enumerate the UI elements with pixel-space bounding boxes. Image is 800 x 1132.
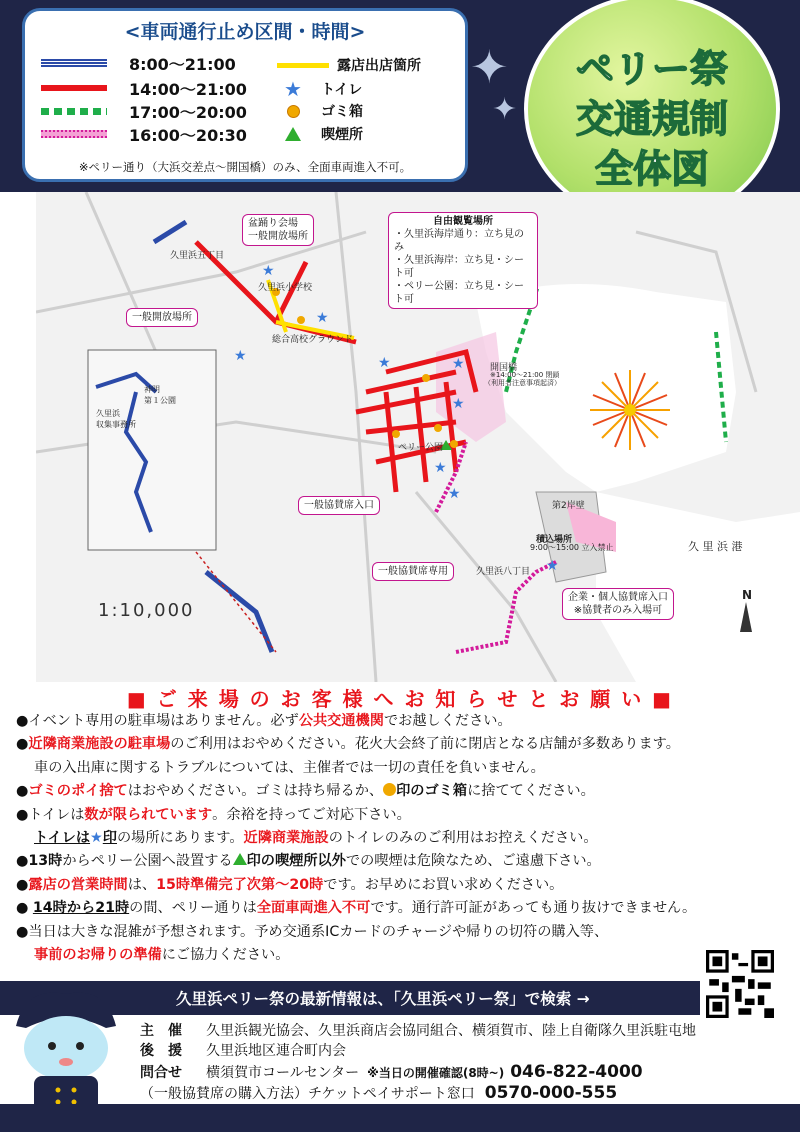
notice-emphasis: 13時 <box>28 853 63 870</box>
label-hs: 総合高校グラウンド <box>272 335 354 345</box>
notice-text: ●当日は大きな混雑が予想されます。予め交通系ICカードのチャージや帰りの切符の購入等、 <box>16 923 609 940</box>
viewing-item: ・久里浜海岸通り：立ち見のみ <box>394 229 524 253</box>
red-line-icon <box>41 85 107 91</box>
notice-text: です。通行許可証があっても通り抜けできません。 <box>370 900 697 917</box>
legend-symbol-stall <box>277 55 421 75</box>
notice-emphasis: 印の喫煙所以外 <box>246 853 346 870</box>
map-scale: 1:10,000 <box>98 600 195 621</box>
notice-text: にご協力ください。 <box>161 947 290 964</box>
label-area5: 久里浜五丁目 <box>170 251 225 261</box>
label-drop-time: 9:00〜15:00 立入禁止 <box>530 543 614 552</box>
notice-text: ●イベント専用の駐車場はありません。必ず <box>16 713 299 729</box>
svg-text:★: ★ <box>262 263 275 279</box>
blue-line-icon <box>41 59 107 67</box>
fireworks-icon <box>590 370 670 450</box>
title-line-3: 全体図 <box>594 147 709 191</box>
notice-text: は、 <box>127 876 157 893</box>
legend-row-blue <box>41 53 236 73</box>
blue-route <box>206 572 272 652</box>
notice-item <box>16 827 800 850</box>
credit-value: 久里浜地区連合町内会 <box>206 1043 346 1059</box>
inset-map <box>88 350 216 550</box>
viewing-item: ・久里浜海岸：立ち見・シート可 <box>394 255 524 279</box>
notice-emphasis: 事前のお帰りの準備 <box>34 947 162 964</box>
notice-emphasis: 印 <box>102 830 117 847</box>
notice-emphasis: 近隣商業施設 <box>243 830 329 847</box>
notice-item <box>16 897 800 920</box>
info-bar: 久里浜ペリー祭の最新情報は、「久里浜ペリー祭」で検索 → <box>0 981 700 1015</box>
notice-emphasis: トイレは <box>34 830 91 847</box>
star-icon: ★ <box>284 77 302 101</box>
notice-emphasis: 14時から21時 <box>32 900 130 917</box>
title-line-1: ペリー祭 <box>575 47 728 91</box>
corp-entry-label: 企業・個人協賛席入口 <box>568 592 668 603</box>
notice-text: ● <box>16 900 33 917</box>
legend-note: ※ペリー通り（大浜交差点〜開国橋）のみ、全面車両進入不可。 <box>78 160 412 174</box>
credit-contact <box>140 1062 643 1083</box>
viewing-item: ・ペリー公園：立ち見・シート可 <box>394 281 524 305</box>
legend-symbol-label: トイレ <box>321 82 363 98</box>
star-icon: ★ <box>90 830 103 847</box>
pink-line-icon <box>41 130 107 138</box>
notice-text: での喫煙は危険なため、ご遠慮下さい。 <box>345 853 601 870</box>
callout-viewing <box>388 212 538 309</box>
legend-row-pink <box>41 124 247 144</box>
notice-text: でお越しください。 <box>383 713 512 729</box>
notice-item <box>16 874 800 897</box>
viewing-title: 自由観覧場所 <box>433 216 493 227</box>
contact-phone[interactable]: 046-822-4000 <box>510 1062 643 1082</box>
legend-time: 8:00〜21:00 <box>129 54 236 74</box>
callout-seat-only: 一般協賛席専用 <box>372 562 454 581</box>
qr-code-icon[interactable] <box>706 950 774 1018</box>
credit-value: （一般協賛席の購入方法）チケットペイサポート窓口 <box>140 1086 475 1102</box>
notice-item <box>16 921 800 944</box>
dot-icon <box>273 105 313 118</box>
notice-title: ■ ご 来 場 の お 客 様 へ お 知 ら せ と お 願 い ■ <box>126 687 674 711</box>
legend-time: 17:00〜20:00 <box>129 102 247 122</box>
label-bridge-note2: （利用者注意事項起済） <box>484 379 561 387</box>
triangle-icon <box>233 853 247 865</box>
title-badge <box>524 0 780 224</box>
sparkle-icon: ✦ <box>470 40 509 94</box>
legend-symbol-trash <box>273 101 363 121</box>
svg-text:★: ★ <box>452 356 465 372</box>
label-bridge-note: ※14:00〜21:00 閉鎖 <box>490 371 560 379</box>
notice-text: です。お早めにお買い求めください。 <box>323 876 564 893</box>
yellow-line-icon <box>277 63 329 68</box>
callout-seat-entry: 一般協賛席入口 <box>298 496 380 515</box>
notice-text: に捨ててください。 <box>467 783 595 800</box>
notice-text: の間、ペリー通りは <box>129 900 257 917</box>
label-inset-park: 神明 第１公園 <box>144 385 176 405</box>
label-pier: 第2岸壁 <box>552 501 585 511</box>
label-park: ペリー公園 <box>398 443 444 453</box>
notice-item <box>16 804 800 827</box>
label-area8: 久里浜八丁目 <box>476 567 531 577</box>
svg-text:★: ★ <box>434 460 447 476</box>
label-port: 久 里 浜 港 <box>688 540 743 553</box>
legend-symbol-label: 露店出店箇所 <box>337 58 421 74</box>
callout-corp-entry <box>562 588 674 620</box>
notice-text: ● <box>16 783 29 800</box>
label-bridge: 開国橋 <box>490 363 518 373</box>
sea-area <box>476 284 736 492</box>
callout-bon: 盆踊り会場 一般開放場所 <box>242 214 314 246</box>
notice-text: 車の入出庫に関するトラブルについては、主催者では一切の責任を負いません。 <box>34 759 545 776</box>
credit-key: 問合せ <box>140 1065 182 1081</box>
legend-symbol-toilet <box>273 77 362 101</box>
notice-emphasis: 近隣商業施設の駐車場 <box>28 736 171 753</box>
sparkle-icon: ✦ <box>492 92 518 127</box>
credit-value: 横須賀市コールセンター <box>206 1065 360 1081</box>
svg-text:★: ★ <box>546 558 559 574</box>
credit-host <box>140 1021 696 1041</box>
notice-emphasis: ゴミのポイ捨て <box>28 783 128 800</box>
callout-open-area: 一般開放場所 <box>126 308 198 327</box>
notice-text: 。余裕を持ってご対応下さい。 <box>212 806 411 823</box>
label-north: N <box>742 588 753 602</box>
notice-item <box>16 710 800 733</box>
legend-symbol-label: 喫煙所 <box>321 127 363 143</box>
credit-key: 主 催 <box>140 1023 182 1039</box>
contact-note: ※当日の開催確認(8時~) <box>367 1066 505 1080</box>
svg-text:★: ★ <box>234 348 247 364</box>
notice-text: ● <box>16 853 29 870</box>
notice-item <box>16 757 800 780</box>
notice-item <box>16 850 800 873</box>
notice-text: の場所にあります。 <box>116 830 244 847</box>
green-dash-icon <box>41 108 107 115</box>
label-school: 久里浜小学校 <box>258 283 313 293</box>
notice-list <box>16 710 800 967</box>
notice-emphasis: 数が限られています <box>84 806 213 823</box>
corp-entry-note: ※協賛者のみ入場可 <box>573 605 663 616</box>
notice-text: ● <box>16 736 29 753</box>
notice-item <box>16 944 800 967</box>
label-drop: 積込場所 <box>536 535 573 545</box>
bottom-band <box>0 1104 800 1132</box>
legend-symbol-label: ゴミ箱 <box>321 104 363 120</box>
notice-emphasis: 印のゴミ箱 <box>396 783 468 800</box>
mascot-character <box>6 986 126 1114</box>
notice-text: はおやめください。ゴミは持ち帰るか、 <box>127 783 384 800</box>
seat-phone[interactable]: 0570-000-555 <box>484 1083 618 1103</box>
inset-pointer <box>196 552 276 652</box>
credit-value: 久里浜観光協会、久里浜商店会協同組合、横須賀市、陸上自衛隊久里浜駐屯地 <box>206 1023 696 1039</box>
legend-box <box>22 8 468 182</box>
legend-time: 16:00〜20:30 <box>129 125 247 145</box>
notice-text: からペリー公園へ設置する <box>62 853 233 870</box>
credit-seat <box>140 1083 617 1104</box>
triangle-icon <box>273 127 313 141</box>
trash-dot-icon <box>383 783 396 796</box>
blue-route <box>154 222 186 242</box>
notice-text: ●トイレは <box>16 806 85 823</box>
notice-text: ● <box>16 876 29 893</box>
legend-symbol-smoking <box>273 124 363 144</box>
svg-text:★: ★ <box>452 396 465 412</box>
notice-emphasis: 露店の営業時間 <box>28 876 128 893</box>
notice-text: のご利用はおやめください。花火大会終了前に閉店となる店舗が多数あります。 <box>170 736 680 753</box>
legend-title: <車両通行止め区間・時間> <box>124 21 366 43</box>
notice-emphasis: 全面車両進入不可 <box>256 900 371 917</box>
legend-row-green <box>41 101 247 121</box>
svg-text:★: ★ <box>316 310 329 326</box>
legend-row-red <box>41 78 247 98</box>
traffic-map <box>36 192 800 682</box>
notice-emphasis: 公共交通機関 <box>298 713 384 729</box>
notice-text: のトイレのみのご利用はお控えください。 <box>328 830 598 847</box>
notice-emphasis: 15時準備完了次第〜20時 <box>156 876 324 893</box>
notice-item <box>16 733 800 756</box>
svg-text:★: ★ <box>448 486 461 502</box>
credit-key: 後 援 <box>140 1043 182 1059</box>
title-line-2: 交通規制 <box>575 97 728 141</box>
svg-text:★: ★ <box>378 355 391 371</box>
notice-item <box>16 780 800 803</box>
label-inset-area: 久里浜 収集事務所 <box>96 409 136 429</box>
port-area <box>596 492 800 682</box>
credit-support <box>140 1041 346 1061</box>
legend-time: 14:00〜21:00 <box>129 79 247 99</box>
